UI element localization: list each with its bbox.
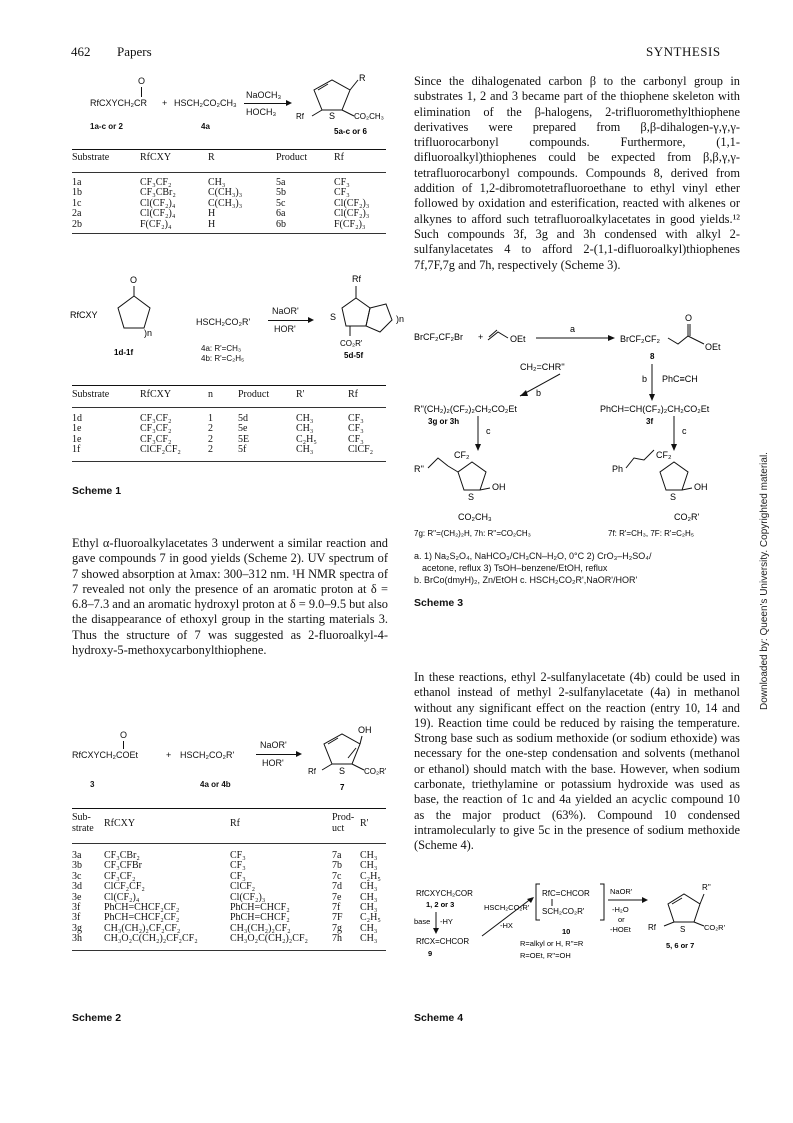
- label-ester-3: 3: [90, 780, 95, 789]
- table-row: 3f PhCH=CHCF₂CF₂ PhCH=CHCF₂ 7f CH₃: [72, 902, 378, 914]
- col-product-3: Prod- uct: [332, 812, 355, 834]
- s3-start: BrCF₂CF₂Br: [414, 332, 463, 342]
- s4-start: RfCXYCH₂COR: [416, 889, 473, 898]
- col-substrate: Substrate: [72, 152, 110, 163]
- condition-solvent-2: HOR': [274, 324, 296, 334]
- cyclo-n: )n: [144, 328, 153, 338]
- ester-group-2: CO₂R': [364, 767, 387, 776]
- s3-left-caption: 7g: R''=(CH₂)₂H, 7h: R''=CO₂CH₃: [414, 529, 531, 538]
- col-rprime: R': [296, 389, 305, 400]
- s4-adduct-label: 10: [562, 927, 571, 936]
- table-row: 3f PhCH=CHCF₂CF₂ PhCH=CHCF₂ 7F C₂H₅: [72, 912, 381, 924]
- scheme3-diagram: [412, 308, 742, 540]
- s4-product-r: R'': [702, 883, 711, 892]
- s4-product-s: S: [680, 925, 686, 934]
- col-rf-3: Rf: [230, 817, 240, 829]
- s4-start-label: 1, 2 or 3: [426, 900, 455, 909]
- s3-left-r: R'': [414, 464, 424, 474]
- s3-intermediate-o: O: [685, 313, 693, 323]
- scheme2-equation: [68, 720, 408, 805]
- s3-vinyl-oet: OEt: [510, 334, 526, 344]
- table3: [72, 810, 386, 836]
- hydroxythiophene-structure: [302, 720, 402, 800]
- fused-label: 5d-5f: [344, 351, 364, 360]
- s4-adduct-top: RfC=CHCOR: [542, 889, 590, 898]
- s3-left-cf2: CF₂: [454, 450, 470, 460]
- s4-adduct-bottom: SCH₂CO₂R': [542, 907, 585, 916]
- col-rfcxy-3: RfCXY: [104, 817, 136, 829]
- s3-step-a: a: [570, 324, 576, 334]
- table2-top-rule: [72, 385, 386, 386]
- s4-note1: R=alkyl or H, R''=R: [520, 939, 584, 948]
- s4-cond-bottom: -HOEt: [610, 925, 631, 934]
- s4-minus-hy: -HY: [440, 917, 453, 926]
- body-paragraph-right-1: Since the dihalogenated carbon β to the carbonyl group in substrates 1, 2 and 3 became part of the thiophene skeleton with elimination of the β-halogens, 2-trifluoromethylthiophene derivatives were prepared from β,β-dihalogen-γ,γ,γ-trifluorocarbonyl compounds. Furthermore, (1,1-difluoroalkyl)thiophenes could be expected from β,β,γ,γ-tetrafluorocarbonyl compounds. Compounds 8, derived from addition of 1,2-dibromotetrafluoroethane to ethyl vinyl ether followed by oxidation and esterification, reacted with alkenes or alkynes to afford such tetrafluoroalkylacetates in good yields.¹² Such compounds 3f, 3g and 3h condensed with alkyl 2-sulfanylacetates 4 to afford 2-(1,1-difluoroalkyl)thiophenes 7f,7F,7g and 7h, respectively (Scheme 3).: [414, 74, 740, 272]
- table-row: 3h CH₃O₂C(CH₂)₂CF₂CF₂ CH₃O₂C(CH₂)₂CF₂ 7h CH₃: [72, 933, 378, 945]
- rf-group: Rf: [296, 112, 304, 121]
- table2-bottom-rule: [72, 461, 386, 462]
- s3-left-label: 3g or 3h: [428, 417, 460, 426]
- s3-step-c-right: c: [682, 426, 687, 436]
- table-row: 3d ClCF₂CF₂ ClCF₂ 7d CH₃: [72, 881, 378, 893]
- scheme1-label: Scheme 1: [72, 485, 122, 497]
- table-row: 1d CF₃CF₂ 1 5d CH₃ CF₃: [72, 413, 364, 424]
- reagent-note-4b: 4b: R'=C₂H₅: [201, 354, 245, 363]
- fused-s: S: [330, 312, 337, 322]
- col-rf-2: Rf: [348, 389, 358, 400]
- s3-step-b-right: b: [642, 374, 648, 384]
- scheme4-label: Scheme 4: [414, 1012, 464, 1024]
- table1: [72, 150, 386, 165]
- s4-cond-mid: -H₂O: [612, 905, 629, 914]
- col-rfcxy: RfCXY: [140, 152, 172, 163]
- table3-top-rule: [72, 808, 386, 809]
- scheme2-label: Scheme 2: [72, 1012, 122, 1024]
- s4-enol: RfCX=CHCOR: [416, 937, 470, 946]
- plus-sign: +: [162, 98, 168, 108]
- s3-right-s: S: [670, 492, 677, 502]
- reagent-fluoroester: RfCXYCH₂COEt: [72, 750, 139, 760]
- table-row: 2b F(CF₂)₄ H 6b F(CF₂)₃: [72, 218, 366, 230]
- table-row: 1e CF₃CF₂ 2 5E C₂H₅ CF₃: [72, 433, 364, 445]
- thiophene-structure: [292, 72, 402, 142]
- reagent-fluoroketone: RfCXYCH₂CR: [90, 98, 147, 108]
- fused-n: )n: [396, 314, 405, 324]
- table-row: 1e CF₃CF₂ 2 5e CH₃ CF₃: [72, 423, 364, 435]
- label-substrate: 1a-c or 2: [90, 122, 123, 131]
- s3-alkene: CH₂=CHR'': [520, 362, 565, 372]
- s4-product-rf: Rf: [648, 923, 656, 932]
- col-substrate-2: Substrate: [72, 389, 110, 400]
- rf-group-2: Rf: [308, 767, 316, 776]
- sulfur-atom: S: [329, 111, 336, 121]
- s3-plus: +: [478, 332, 484, 342]
- table-row: 3c CF₃CF₂ CF₃ 7c C₂H₅: [72, 870, 381, 882]
- reagent-thioglycolate: HSCH₂CO₂CH₃: [174, 98, 237, 108]
- condition-solvent: HOCH₃: [246, 107, 277, 117]
- fused-ester: CO₂R': [340, 339, 363, 348]
- s3-right-ph: Ph: [612, 464, 624, 474]
- s3-right-label: 3f: [646, 417, 654, 426]
- reagent-thioglycolate-2: HSCH₂CO₂R': [196, 317, 251, 327]
- s4-cond-or: or: [618, 915, 625, 924]
- reaction-arrow-3: [256, 754, 300, 755]
- scheme1-equation1: [68, 72, 408, 142]
- col-rf: Rf: [334, 152, 344, 163]
- section-title: Papers: [117, 44, 152, 59]
- table-row: 1b CF₃CBr₂ C(CH₃)₃ 5b CF₃: [72, 187, 350, 199]
- ester-carbonyl-bond: [123, 741, 125, 749]
- s3-right-oh: OH: [694, 482, 708, 492]
- s4-product-ester: CO₂R': [704, 923, 726, 932]
- s3-intermediate: BrCF₂CF₂: [620, 334, 660, 344]
- s4-minus-hx: -HX: [500, 921, 513, 930]
- s3-label-8: 8: [650, 352, 655, 361]
- s3-left-product: R''(CH₂)₂(CF₂)₂CH₂CO₂Et: [414, 404, 517, 414]
- scheme4-diagram: [412, 880, 742, 1000]
- table3-body: [72, 851, 386, 945]
- col-n: n: [208, 389, 213, 400]
- note-a-line1: a. 1) Na₂S₂O₄, NaHCO₃/CH₃CN–H₂O, 0°C 2) CrO₃–H₂SO₄/: [414, 551, 652, 561]
- s3-alkyne: PhC≡CH: [662, 374, 698, 384]
- col-rprime-3: R': [360, 817, 369, 829]
- col-product-2: Product: [238, 389, 270, 400]
- product-label: 5a-c or 6: [334, 127, 367, 136]
- cycloketone-structure: [68, 270, 178, 360]
- col-substrate-3: Sub- strate: [72, 812, 94, 834]
- s3-left-ester: CO₂CH₃: [458, 512, 492, 522]
- s3-right-caption: 7f: R'=CH₃, 7F: R'=C₂H₅: [608, 529, 694, 538]
- scheme1-equation2: [68, 270, 408, 375]
- page-number: 462: [71, 44, 91, 59]
- table-row: 3g CH₃(CH₂)₂CF₂CF₂ CH₃(CH₂)₂CF₂ 7g CH₃: [72, 922, 378, 934]
- s4-base: base: [414, 917, 431, 926]
- table1-header-rule: [72, 172, 386, 173]
- table3-bottom-rule: [72, 950, 386, 951]
- body-paragraph-left: Ethyl α-fluoroalkylacetates 3 underwent a similar reaction and gave compounds 7 in good yields (Scheme 2). UV spectrum of 7 showed absorption at λmax: 300–312 nm. ¹H NMR spectra of 7 revealed not only the presence of an aromatic proton at δ = 6.8–7.3 and an aromatic hydroxyl proton at δ = 9.0–9.5 but also the disappearance of ethoxyl group in the starting materials 3. Thus the structure of 7 was suggested as 2-fluoroalkyl-4-hydroxy-5-methoxycarbonylthiophene.: [72, 536, 388, 658]
- s3-left-s: S: [468, 492, 475, 502]
- s3-right-product: PhCH=CH(CF₂)₂CH₂CO₂Et: [600, 404, 710, 414]
- s4-cond-top: NaOR': [610, 887, 633, 896]
- carbonyl-bond: [141, 87, 143, 97]
- cyclo-rfcxy: RfCXY: [70, 310, 98, 320]
- download-watermark: Downloaded by: Queen's University. Copyrighted material.: [759, 452, 770, 710]
- s4-note2: R=OEt, R''=OH: [520, 951, 571, 960]
- s3-step-c-left: c: [486, 426, 491, 436]
- table-row: 3b CF₃CFBr CF₃ 7b CH₃: [72, 860, 378, 872]
- plus-sign-2: +: [166, 750, 172, 760]
- cyclo-carbonyl-o: O: [130, 275, 138, 285]
- condition-solvent-3: HOR': [262, 758, 284, 768]
- s4-product-label: 5, 6 or 7: [666, 941, 695, 950]
- table3-header-rule: [72, 843, 386, 844]
- fused-rf: Rf: [352, 274, 361, 284]
- note-b: b. BrCo(dmyH)₂, Zn/EtOH c. HSCH₂CO₂R',NaOR'/HOR': [414, 575, 638, 585]
- fused-thiophene-structure: [316, 270, 416, 370]
- note-a-line2: acetone, reflux 3) TsOH–benzene/EtOH, reflux: [422, 563, 608, 573]
- table-row: 3e Cl(CF₂)₄ Cl(CF₂)₃ 7e CH₃: [72, 891, 378, 903]
- scheme3-label: Scheme 3: [414, 597, 464, 609]
- table1-body: [72, 178, 386, 230]
- product-label-7: 7: [340, 783, 345, 792]
- s3-intermediate-oet: OEt: [705, 342, 721, 352]
- s3-right-cf2: CF₂: [656, 450, 672, 460]
- scheme3-notes: [414, 550, 744, 586]
- s3-right-ester: CO₂R': [674, 512, 700, 522]
- hydroxyl-group: OH: [358, 725, 372, 735]
- table-row: 1a CF₃CF₂ CH₃ 5a CF₃: [72, 177, 350, 188]
- sulfur-atom-2: S: [339, 766, 346, 776]
- substituent-r: R: [359, 73, 366, 83]
- table2: [72, 387, 386, 402]
- arrow-head-2: [308, 317, 314, 323]
- carbonyl-oxygen: O: [138, 76, 146, 86]
- s4-enol-label: 9: [428, 949, 433, 958]
- table-row: 1f ClCF₂CF₂ 2 5f CH₃ ClCF₂: [72, 444, 374, 456]
- col-rfcxy-2: RfCXY: [140, 389, 172, 400]
- label-reagent: 4a: [201, 122, 210, 131]
- s3-left-oh: OH: [492, 482, 506, 492]
- reagent-thioglycolate-3: HSCH₂CO₂R': [180, 750, 235, 760]
- cyclo-label: 1d-1f: [114, 348, 134, 357]
- condition-base: NaOCH₃: [246, 90, 282, 100]
- table2-body: [72, 414, 386, 456]
- table-row: 3a CF₃CBr₂ CF₃ 7a CH₃: [72, 850, 378, 861]
- col-product: Product: [276, 152, 308, 163]
- table2-header-rule: [72, 407, 386, 408]
- body-paragraph-right-2: In these reactions, ethyl 2-sulfanylacetate (4b) could be used in ethanol instead of methyl 2-sulfanylacetate (4a) in methanol without any significant effect on the reaction (entry 10, 14 and 19). Reaction time could be reduced by raising the temperature. Strong base such as sodium methoxide (or sodium ethoxide) was necessary for the one-step condensation and solvents (methanol or ethanol) should match with the base. However, when sodium carbonate, triethylamine or potassium hydroxide was used as base, the reaction of 1c and 4a yielded an acyclic compound 10 as the major product (63%). Compound 10 condensed intramolecularly to give 5c in the presence of sodium methoxide (Scheme 4).: [414, 670, 740, 853]
- table-row: 1c Cl(CF₂)₄ C(CH₃)₃ 5c Cl(CF₂)₃: [72, 197, 370, 209]
- reaction-arrow: [244, 103, 290, 104]
- condition-base-2: NaOR': [272, 306, 299, 316]
- ester-group: CO₂CH₃: [354, 112, 384, 121]
- ester-carbonyl-o: O: [120, 730, 128, 740]
- s4-thiol: HSCH₂CO₂R': [484, 903, 530, 912]
- reaction-arrow-2: [268, 320, 312, 321]
- journal-name: SYNTHESIS: [646, 44, 721, 59]
- table1-bottom-rule: [72, 233, 386, 234]
- col-r: R: [208, 152, 215, 163]
- s3-step-b-left: b: [536, 388, 542, 398]
- reagent-note-4a: 4a: R'=CH₃: [201, 344, 242, 353]
- condition-base-3: NaOR': [260, 740, 287, 750]
- table-row: 2a Cl(CF₂)₄ H 6a Cl(CF₂)₃: [72, 208, 370, 220]
- label-thiol-4ab: 4a or 4b: [200, 780, 231, 789]
